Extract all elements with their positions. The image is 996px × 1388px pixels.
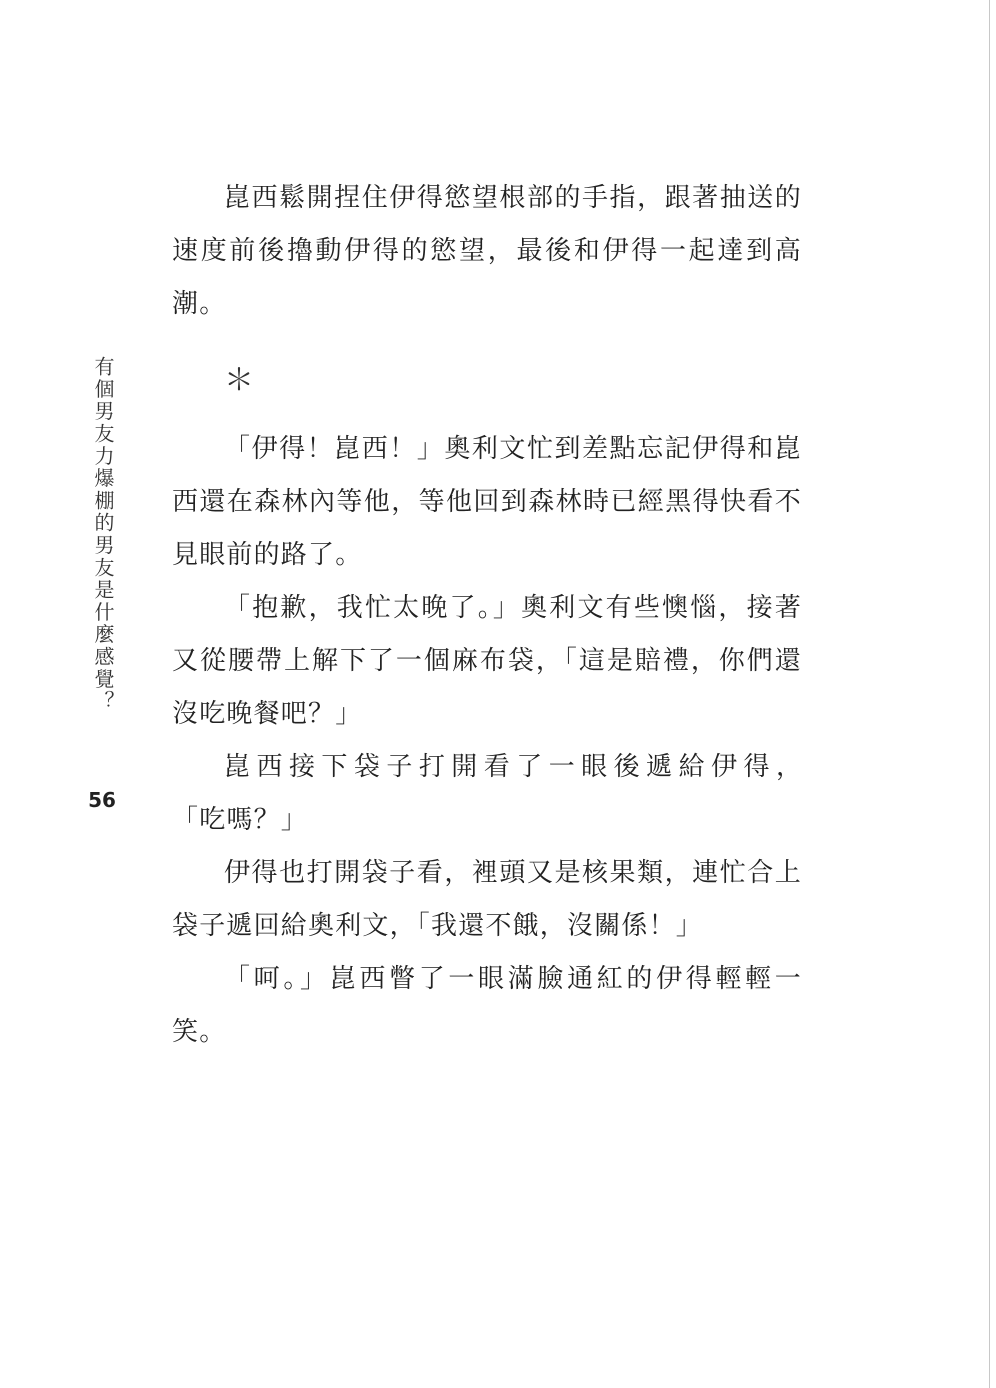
spread-char: 後	[613, 752, 640, 782]
spread-char: 遞	[646, 752, 673, 782]
paragraph-3: 「抱歉，我忙太晚了。」奧利文有些懊惱，接著又從腰帶上解下了一個麻布袋，「這是賠禮，你們還沒吃晚餐吧？」	[172, 593, 802, 729]
paragraph-6: 「呵。」崑西瞥了一眼滿臉通紅的伊得輕輕一笑。	[172, 964, 802, 1047]
paragraph-2: 「伊得！崑西！」奧利文忙到差點忘記伊得和崑西還在森林內等他，等他回到森林時已經黑得快看不見眼前的路了。	[172, 434, 802, 570]
body-text	[172, 172, 802, 1059]
spread-char: 接	[288, 752, 315, 782]
running-title: 有個男友力爆棚的男友是什麼感覺？	[91, 356, 115, 713]
spread-char: 一	[548, 752, 575, 782]
spread-char: 伊	[711, 752, 738, 782]
page-number: 56	[88, 788, 116, 812]
spread-char: ，	[775, 752, 802, 782]
page-edge-line	[989, 0, 990, 1388]
spread-char: 崑	[224, 752, 251, 782]
spread-char: 西	[256, 752, 283, 782]
paragraph-1: 崑西鬆開捏住伊得慾望根部的手指，跟著抽送的速度前後擼動伊得的慾望，最後和伊得一起達到高潮。	[172, 183, 802, 319]
spread-char: 了	[516, 752, 543, 782]
spread-char: 得	[743, 752, 770, 782]
paragraph-4-spread	[172, 741, 802, 794]
spread-char: 打	[418, 752, 445, 782]
spread-char: 下	[321, 752, 348, 782]
spread-char: 眼	[581, 752, 608, 782]
paragraph-5: 伊得也打開袋子看，裡頭又是核果類，連忙合上袋子遞回給奧利文，「我還不餓，沒關係！」	[172, 858, 802, 941]
spread-char: 開	[451, 752, 478, 782]
spread-char: 袋	[353, 752, 380, 782]
spread-char: 給	[678, 752, 705, 782]
scene-break-asterisk: ＊	[224, 363, 254, 398]
spread-char: 子	[386, 752, 413, 782]
paragraph-4-continuation: 「吃嗎？」	[172, 805, 309, 835]
spread-char: 看	[483, 752, 510, 782]
